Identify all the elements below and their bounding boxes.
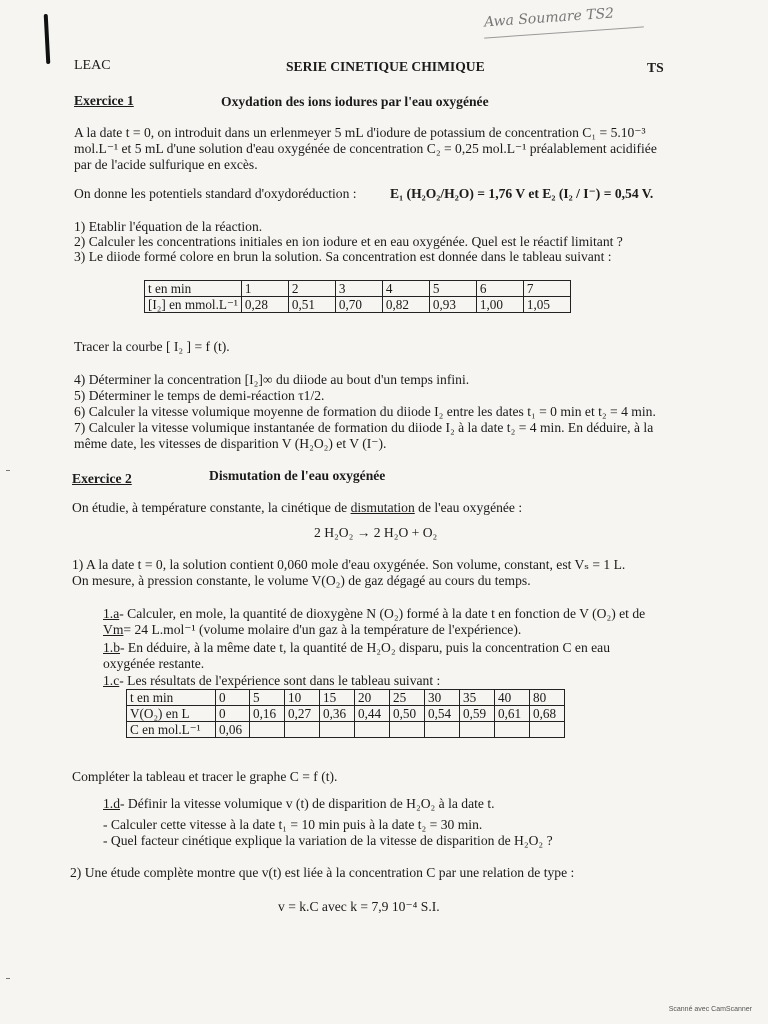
exercise-1-title: Oxydation des ions iodures par l'eau oxygénée bbox=[221, 94, 489, 109]
table-cell: 0,50 bbox=[390, 706, 425, 722]
empty-cell bbox=[285, 722, 320, 738]
table-cell: 0 bbox=[216, 690, 250, 706]
question-text: - Calculer, en mole, la quantité de dioxygène N (O₂) formé à la date t en fonction de V (O₂) et de bbox=[119, 606, 646, 621]
ex1-question-7a: 7) Calculer la vitesse volumique instantanée de formation du diiode I₂ à la date t₂ = 4 min. En déduire, à la bbox=[74, 420, 654, 435]
table-cell: 0,59 bbox=[460, 706, 495, 722]
question-label: 1.c bbox=[103, 673, 120, 688]
exercise-2-label: Exercice 2 bbox=[72, 471, 132, 486]
ex2-question-1b-line-2: oxygénée restante. bbox=[103, 656, 205, 671]
table-cell: 0,54 bbox=[425, 706, 460, 722]
question-text: = 24 L.mol⁻¹ (volume molaire d'un gaz à la température de l'expérience). bbox=[123, 622, 522, 637]
ex2-intro-end: de l'eau oxygénée : bbox=[414, 500, 523, 515]
ex2-intro-start: On étudie, à température constante, la cinétique de bbox=[72, 500, 351, 515]
dismutation-equation: 2 H₂O₂ → 2 H₂O + O₂ bbox=[314, 525, 438, 540]
question-label: 1.b bbox=[103, 640, 120, 655]
table-cell: 1,05 bbox=[523, 297, 570, 313]
table-cell: 0,70 bbox=[335, 297, 382, 313]
empty-cell bbox=[250, 722, 285, 738]
table-cell: 30 bbox=[425, 690, 460, 706]
table-cell: 0,51 bbox=[288, 297, 335, 313]
table-cell: 10 bbox=[285, 690, 320, 706]
table-row bbox=[127, 722, 565, 738]
ex2-question-1d bbox=[103, 796, 495, 812]
potentials-label: On donne les potentiels standard d'oxydoréduction : bbox=[74, 186, 357, 201]
row-header-iodine: [I₂] en mmol.L⁻¹ bbox=[145, 297, 242, 313]
table-cell: 80 bbox=[530, 690, 565, 706]
table-cell: 4 bbox=[382, 281, 429, 297]
question-label: 1.d bbox=[103, 796, 120, 811]
table-row bbox=[145, 297, 571, 313]
empty-cell bbox=[530, 722, 565, 738]
rate-relation: v = k.C avec k = 7,9 10⁻⁴ S.I. bbox=[278, 899, 440, 914]
empty-cell bbox=[495, 722, 530, 738]
ex1-intro-line-2: mol.L⁻¹ et 5 mL d'une solution d'eau oxygénée de concentration C₂ = 0,25 mol.L⁻¹ préalablement acidifiée bbox=[74, 141, 657, 156]
row-header-time: t en min bbox=[127, 690, 216, 706]
ex2-intro bbox=[72, 500, 522, 516]
ex2-question-1d-bullet-2: - Quel facteur cinétique explique la variation de la vitesse de disparition de H₂O₂ ? bbox=[103, 833, 553, 848]
scan-tick bbox=[6, 470, 10, 471]
ex1-question-1: 1) Etablir l'équation de la réaction. bbox=[74, 219, 263, 234]
table-cell: 0,36 bbox=[320, 706, 355, 722]
question-text: - Les résultats de l'expérience sont dans le tableau suivant : bbox=[119, 673, 441, 688]
table-cell: 0,44 bbox=[355, 706, 390, 722]
table-cell: 0,27 bbox=[285, 706, 320, 722]
series-title: SERIE CINETIQUE CHIMIQUE bbox=[286, 59, 485, 74]
molar-volume-symbol: Vm bbox=[103, 622, 124, 637]
table-cell: 1 bbox=[241, 281, 288, 297]
ex1-question-3: 3) Le diiode formé colore en brun la solution. Sa concentration est donnée dans le tableau suivant : bbox=[74, 249, 612, 264]
exercise-1-label: Exercice 1 bbox=[74, 93, 134, 108]
ex2-question-1c bbox=[103, 673, 440, 689]
table-cell: 15 bbox=[320, 690, 355, 706]
table-cell: 0,68 bbox=[530, 706, 565, 722]
empty-cell bbox=[390, 722, 425, 738]
table-cell: 0,82 bbox=[382, 297, 429, 313]
row-header-time: t en min bbox=[145, 281, 242, 297]
ex2-question-1b bbox=[103, 640, 610, 656]
class-label: TS bbox=[647, 60, 664, 75]
table-cell: 25 bbox=[390, 690, 425, 706]
ex2-part-1-line-2: On mesure, à pression constante, le volume V(O₂) de gaz dégagé au cours du temps. bbox=[72, 573, 531, 588]
table-cell: 2 bbox=[288, 281, 335, 297]
empty-cell bbox=[320, 722, 355, 738]
table-row bbox=[145, 281, 571, 297]
ex2-question-1a bbox=[103, 606, 645, 622]
ex1-intro-line-1: A la date t = 0, on introduit dans un erlenmeyer 5 mL d'iodure de potassium de concentration C₁ = 5.10⁻³ bbox=[74, 125, 646, 140]
ex1-trace-instruction: Tracer la courbe [ I₂ ] = f (t). bbox=[74, 339, 230, 354]
scanner-watermark: Scanné avec CamScanner bbox=[668, 1006, 752, 1013]
empty-cell bbox=[355, 722, 390, 738]
ex1-question-5: 5) Déterminer le temps de demi-réaction τ1/2. bbox=[74, 388, 325, 403]
table-cell: 3 bbox=[335, 281, 382, 297]
ex2-question-1d-bullet-1: - Calculer cette vitesse à la date t₁ = 10 min puis à la date t₂ = 30 min. bbox=[103, 817, 483, 832]
scan-tick bbox=[6, 978, 10, 979]
table-cell: 40 bbox=[495, 690, 530, 706]
empty-cell bbox=[425, 722, 460, 738]
question-text: - En déduire, à la même date t, la quantité de H₂O₂ disparu, puis la concentration C en eau bbox=[120, 640, 610, 655]
ex1-question-2: 2) Calculer les concentrations initiales en ion iodure et en eau oxygénée. Quel est le réactif limitant ? bbox=[74, 234, 623, 249]
table-cell: 7 bbox=[523, 281, 570, 297]
potentials-value: E₁ (H₂O₂/H₂O) = 1,76 V et E₂ (I₂ / I⁻) = 0,54 V. bbox=[390, 186, 654, 201]
table-cell: 6 bbox=[476, 281, 523, 297]
table-cell: 35 bbox=[460, 690, 495, 706]
exercise-2-title: Dismutation de l'eau oxygénée bbox=[209, 468, 386, 483]
table-cell: 0,61 bbox=[495, 706, 530, 722]
school-name: LEAC bbox=[74, 58, 111, 73]
empty-cell bbox=[460, 722, 495, 738]
ex2-part-1-line-1: 1) A la date t = 0, la solution contient 0,060 mole d'eau oxygénée. Son volume, constant, est Vₛ = 1 L. bbox=[72, 557, 626, 572]
ex2-part-2: 2) Une étude complète montre que v(t) est liée à la concentration C par une relation de type : bbox=[70, 865, 575, 880]
table-cell: 20 bbox=[355, 690, 390, 706]
question-label: 1.a bbox=[103, 606, 120, 621]
row-header-concentration: C en mol.L⁻¹ bbox=[127, 722, 216, 738]
ex1-intro-line-3: par de l'acide sulfurique en excès. bbox=[74, 157, 258, 172]
question-text: - Définir la vitesse volumique v (t) de disparition de H₂O₂ à la date t. bbox=[120, 796, 495, 811]
oxygen-volume-table bbox=[126, 689, 565, 738]
ex2-intro-keyword: dismutation bbox=[350, 500, 415, 515]
table-row bbox=[127, 706, 565, 722]
table-cell: 0,28 bbox=[241, 297, 288, 313]
row-header-volume: V(O₂) en L bbox=[127, 706, 216, 722]
ex1-question-6: 6) Calculer la vitesse volumique moyenne de formation du diiode I₂ entre les dates t₁ = 0 min et t₂ = 4 min. bbox=[74, 404, 656, 419]
ex2-question-1a-line-2 bbox=[103, 622, 521, 638]
table-row bbox=[127, 690, 565, 706]
table-cell: 1,00 bbox=[476, 297, 523, 313]
table-cell: 0,06 bbox=[216, 722, 250, 738]
table-cell: 5 bbox=[250, 690, 285, 706]
ex1-question-4: 4) Déterminer la concentration [I₂]∞ du diiode au bout d'un temps infini. bbox=[74, 372, 470, 387]
table-cell: 0 bbox=[216, 706, 250, 722]
table-cell: 0,93 bbox=[429, 297, 476, 313]
ex1-question-7b: même date, les vitesses de disparition V (H₂O₂) et V (I⁻). bbox=[74, 436, 387, 451]
pen-mark bbox=[44, 14, 51, 64]
handwritten-name: Awa Soumare TS2 bbox=[483, 5, 615, 31]
ex2-complete-instruction: Compléter la tableau et tracer le graphe C = f (t). bbox=[72, 769, 338, 784]
table-cell: 5 bbox=[429, 281, 476, 297]
iodine-concentration-table bbox=[144, 280, 571, 313]
table-cell: 0,16 bbox=[250, 706, 285, 722]
